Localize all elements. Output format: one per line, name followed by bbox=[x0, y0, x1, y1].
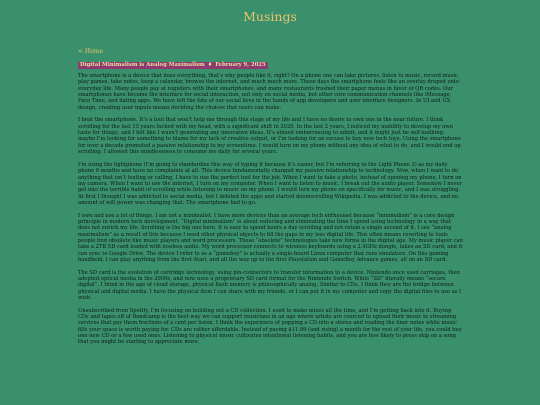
paragraph-text: I beat the smartphone. It’s a tool that won’t help me through this stage of my life and I have no desire to own one in the near future. I think scrolling for the last 15 years fucked with my head, with a significant shift in 2020. In the last 2 years, I noticed my inability to develop my own taste for things, and I felt like I wasn’t generating any innovative ideas. It’s almost embarrassing to admit, and it might just be self-loathing; maybe I’m looking for something to blame for my lack of creative output, or I’m looking for an excuse to buy new tech toys. Using the smartphone for over a decade promoted a passive relationship to my screentime. I would turn on my phone without any idea of what to do, and I would end up scrolling. I allowed this mindlessness to consume me daily for several years. bbox=[78, 117, 461, 156]
paragraph-emphasis: deciding the choices bbox=[171, 104, 225, 111]
paragraph-text: that users can make. bbox=[225, 104, 282, 111]
home-link[interactable]: < Home bbox=[78, 48, 104, 55]
site-title: Musings bbox=[243, 9, 297, 24]
paragraph-text: I’m using the lightphone (I’m going to standardize this way of typing it because it’s easier, but I’m referring to the Light Phone 2) as my daily phone 9 months and have no complaints at all. This device fundamentally changed my passive relationship to technology. Now, when I want to do anything that isn’t texting or calling, I have to use the perfect tool for the job. When I want to take a photo, instead of opening my phone, I turn on my camera. When I want to use the internet, I turn on my computer. When I want to listen to music, I break out the audio player. Somehow I never got into the terrible habit of scrolling while listening to music on my phone. I would turn my phone on specifically for music, and I was struggling. At first I thought I was addicted to social media, but I deleted the apps and started doomscrolling Wikipedia. I was addicted to the device, and no amount of will power was changing that. The smartphone had to go. bbox=[78, 161, 462, 206]
title-separator: ♦ bbox=[207, 62, 213, 68]
site-header bbox=[0, 0, 540, 44]
post-paragraph bbox=[78, 117, 463, 155]
post-paragraph bbox=[78, 73, 463, 111]
post-paragraph bbox=[78, 213, 463, 264]
paragraph-text: Unsubscribed from Spotify, I’m focusing on building out a CD collection. I used to make mixes all the time, and I’m getting back into it. Buying CDs and tapes off of Bandcamp is the best way we can support musicians in an age where artists are coerced to upload their music to streaming services that pay them fractions of a cent per listen. I think the experience of popping a CD into a stereo and reading the liner notes while music fills your space is worth paying for. CDs are rather affordable. Instead of paying $11.99 (and rising) a month for the rest of your life, you could buy one new CD or a few used ones. Listening to physical music cultivates intentional listening habits, and you are less likely to press skip on a song that you might be starting to appreciate more. bbox=[78, 307, 462, 346]
post-title-banner bbox=[78, 62, 268, 69]
paragraph-text: The SD card is the evolution of cartridge technology, using pin-connectors to transfer information to a device. Nintendo once used carriages, then adopted optical media in the 2000s, and now uses a proprietary SD card format for the Nintendo Switch. While “SD” literally means “secure digital”, I think in the age of cloud storage, physical flash memory is philosophically analog. Similar to CDs, I think they are the bridge between physical and digital media. I have the physical item I can share with my friends, or I can put it in my computer and copy the digital files to use as I wish. bbox=[78, 269, 462, 302]
main-content bbox=[78, 48, 463, 352]
post-body bbox=[78, 73, 463, 346]
post-date: February 9, 2025 bbox=[215, 62, 266, 68]
post-paragraph bbox=[78, 308, 463, 346]
paragraph-text: I own and use a lot of things. I am not a minimalist. I have more devices than an average tech enthusiast because “minimalism” is a core design principle in modern tech development. “Digital minimalism” is about reducing and eliminating the time I spend using technology in a way that does not enrich my life. Scrolling is the big one here. It is easy to spend hours a day scrolling and not retain a single second of it. I see “analog maximalism” as a result of this because I need other physical objects to fill the gaps in my less digital life. This often means reverting to tools people find obsolete like music players and word processors. These “obsolete” technologies take new forms in the digital age. My music player can take a 2TB SD card loaded with lossless audio. My word processor connects to wireless keyboards using a 2.4GHz dongle, takes an SD card, and it can sync to Google Drive. The device I refer to as a “gameboy” is actually a single-board Linux computer that runs emulators. On this gaming handheld, I can play anything from the first Atari, and all the way up to the first Playstation and GameBoy Advance games, all on an SD card. bbox=[78, 212, 463, 263]
post-paragraph bbox=[78, 162, 463, 206]
paragraph-text: The smartphone is a device that does everything, that’s why people like it, right? On a phone one can take pictures, listen to music, record music, play games, take notes, keep a calendar, browse the internet, and much much more. These days the smartphone feels like an overlay draped onto everyday life. Many people pay at registers with their smartphones, and many restaurants trashed their paper menus in favor of QR codes. Our smartphones have become the interface for social interaction, not only on social media, but other core communication channels like iMessage, Face Time, and dating apps. We have left the fate of our social lives in the hands of app developers and user interface designers. In UI and UX design, creating user inputs means bbox=[78, 73, 460, 111]
post-paragraph bbox=[78, 270, 463, 302]
post-title: Digital Minimalism is Analog Maximalism bbox=[80, 62, 205, 68]
